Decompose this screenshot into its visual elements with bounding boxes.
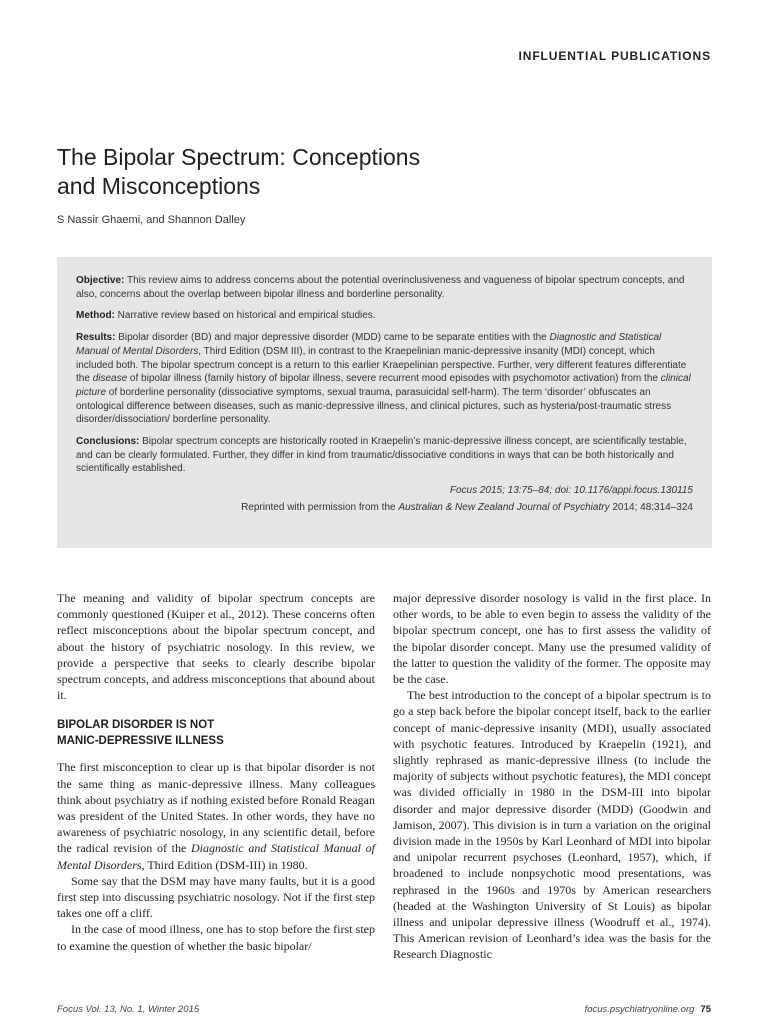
abstract-conclusions [76, 435, 693, 476]
body-paragraph [57, 759, 375, 872]
abstract-results [76, 331, 693, 427]
body-paragraph: major depressive disorder nosology is valid in the first place. In other words, to be able to even begin to assess the validity of the bipolar spectrum concept, one has to first assess the validity of the bipolar disorder concept. Many use the presumed validity of the latter to question the validity of the former. The opposite may be the case. [393, 591, 711, 687]
page-number: 75 [700, 1004, 711, 1015]
results-text-3: of bipolar illness (family history of bipolar illness, severe recurrent mood episodes with psychomotor activation) from the [127, 373, 661, 385]
citation-text: Focus 2015; 13:75–84; doi: 10.1176/appi.focus.130115 [449, 485, 693, 497]
method-text: Narrative review based on historical and empirical studies. [114, 310, 376, 322]
results-italic-3: clinical picture [76, 373, 691, 398]
body-column-right [393, 590, 711, 963]
abstract-box [57, 257, 712, 548]
paragraph-italic: Diagnostic and Statistical Manual of Mental Disorders [57, 841, 375, 872]
citation [76, 484, 693, 498]
objective-label: Objective: [76, 275, 125, 286]
method-label: Method: [76, 310, 115, 322]
footer-right [585, 1004, 711, 1015]
body-paragraph: In the case of mood illness, one has to stop before the first step to examine the question of whether the basic bipolar/ [57, 922, 375, 953]
paragraph-text: The first misconception to clear up is that bipolar disorder is not the same thing as manic-depressive illness. Many colleagues think about psychiatry as if nothing existed before Ronald Reagan was president of the United States. In other words, they have no awareness of psychiatric nosology, in any scientific detail, before the radical revision of the [57, 760, 375, 856]
conclusions-text: Bipolar spectrum concepts are historically rooted in Kraepelin’s manic-depressive illness concept, are scientifically testable, and can be clearly formulated. Further, they differ in kind from traumatic/dissociative conditions in ways that can be both historically and scientifically established. [76, 436, 687, 475]
section-heading [57, 718, 375, 749]
conclusions-label: Conclusions: [76, 436, 140, 448]
footer-url[interactable]: focus.psychiatryonline.org [584, 1004, 695, 1015]
title-line-2: and Misconceptions [57, 173, 261, 199]
results-italic-2: disease [92, 373, 128, 385]
footer-journal: Focus Vol. 13, No. 1, Winter 2015 [57, 1004, 200, 1015]
paragraph-text: , Third Edition (DSM-III) in 1980. [141, 857, 308, 872]
abstract-objective [76, 274, 693, 301]
authors: S Nassir Ghaemi, and Shannon Dalley [57, 214, 246, 226]
title-line-1: The Bipolar Spectrum: Conceptions [57, 144, 421, 170]
reprint-note [76, 501, 693, 515]
heading-line-1: BIPOLAR DISORDER IS NOT [57, 719, 215, 732]
results-text-4: of borderline personality (dissociative symptoms, sexual trauma, parasuicidal self-harm). The term ‘disorder’ obfuscates an ontological difference between diseases, such as manic-depressive illness, and clinical pictures, such as hysteria/post-traumatic stress disorder/dissociation/ borderline personality. [76, 386, 672, 426]
body-paragraph: The best introduction to the concept of a bipolar spectrum is to go a step back before the bipolar concept itself, back to the earlier concept of manic-depressive insanity (MDI), usually associated with psychotic features. Introduced by Kraepelin (1921), and slightly rephrased as manic-depressive illness (to include the majority of subjects without psychotic features), the MDI concept was divided officially in 1980 in the DSM-III into bipolar disorder and major depressive disorder (MDD) (Goodwin and Jamison, 2007). This division is in turn a variation on the original division made in the 1950s by Karl Leonhard of MDI into bipolar and unipolar recurrent psychoses (Leonhard, 1957), which, if broadened to include nonpsychotic mood presentations, was rephrased in the 1960s and 1970s by American researchers (headed at the Washington University of St Louis) as bipolar illness and unipolar depressive illness (Woodruff et al., 1974). This American revision of Leonhard’s idea was the basis for the Research Diagnostic [393, 688, 711, 962]
heading-line-2: MANIC-DEPRESSIVE ILLNESS [57, 734, 224, 747]
article-title [57, 143, 657, 201]
objective-text: This review aims to address concerns about the potential overinclusiveness and vagueness of bipolar spectrum concepts, and also, concerns about the overlap between bipolar illness and borderline personality. [76, 275, 685, 300]
reprint-pre: Reprinted with permission from the [241, 501, 399, 513]
results-text-1: Bipolar disorder (BD) and major depressive disorder (MDD) came to be separate entities with the [115, 332, 550, 344]
results-italic-1: Diagnostic and Statistical Manual of Mental Disorders [76, 332, 662, 357]
results-text-2: , Third Edition (DSM III), in contrast to the Kraepelinian manic-depressive insanity (MDI) concept, which included both. The bipolar spectrum concept is a return to this earlier Kraepelinian perspective. Further, very different features differentiate the [76, 345, 687, 385]
results-label: Results: [76, 332, 116, 344]
section-label: INFLUENTIAL PUBLICATIONS [518, 49, 711, 63]
intro-paragraph: The meaning and validity of bipolar spectrum concepts are commonly questioned (Kuiper et al., 2012). These concerns often reflect misconceptions about the bipolar spectrum concept, and about the history of psychiatric nosology. In this review, we provide a perspective that seeks to clearly describe bipolar spectrum concepts, and address misconceptions that abound about it. [57, 591, 375, 703]
abstract-method [76, 309, 693, 323]
body-column-left [57, 590, 375, 954]
reprint-journal: Australian & New Zealand Journal of Psychiatry [398, 501, 610, 513]
reprint-post: 2014; 48:314–324 [609, 501, 693, 513]
body-paragraph: Some say that the DSM may have many faults, but it is a good first step into discussing psychiatric nosology. Not if the first step takes one off a cliff. [57, 873, 375, 921]
